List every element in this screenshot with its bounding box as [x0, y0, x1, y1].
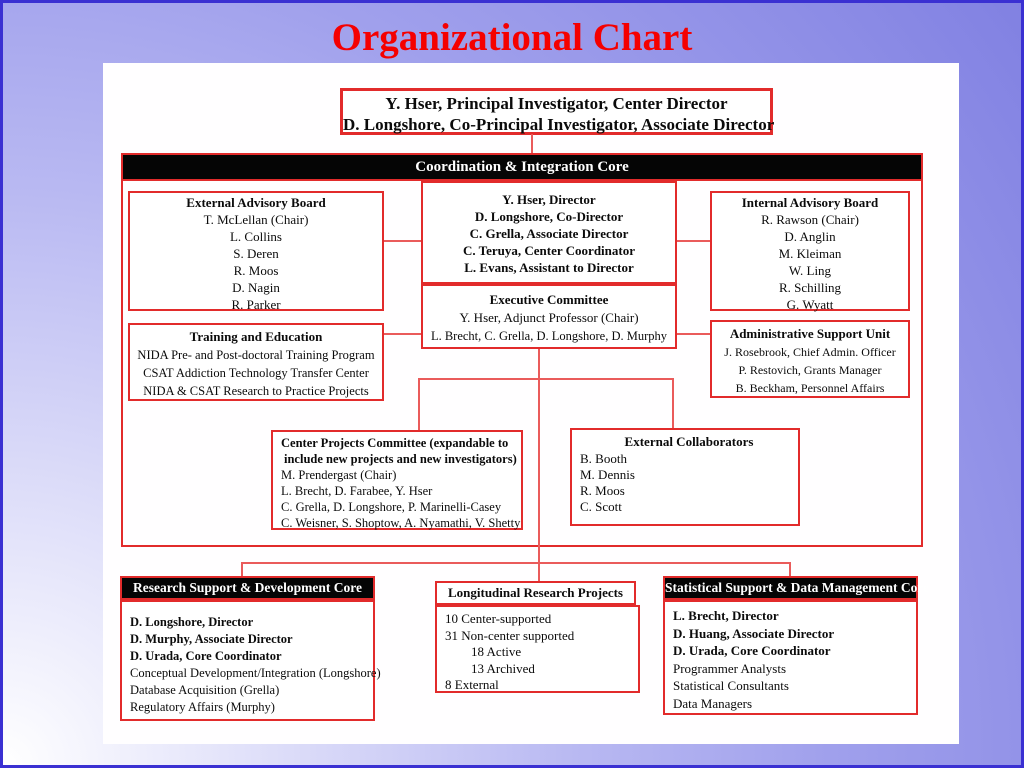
collaborator: C. Scott [580, 499, 622, 514]
member: T. McLellan (Chair) [203, 212, 309, 227]
staff-line: P. Restovich, Grants Manager [738, 363, 882, 377]
director-line: D. Longshore, Co-Director [474, 209, 624, 224]
longitudinal-box [435, 605, 640, 693]
member: M. Kleiman [778, 246, 842, 261]
core-function-line: Programmer Analysts [673, 660, 787, 676]
core-function-line: Database Acquisition (Grella) [130, 683, 280, 697]
box-title: External Collaborators [624, 434, 754, 449]
core-staff-line: D. Longshore, Director [130, 615, 254, 629]
member: R. Rawson (Chair) [761, 212, 859, 227]
core-staff-line: L. Brecht, Director [673, 608, 779, 623]
program-line: NIDA & CSAT Research to Practice Projects [143, 384, 369, 398]
core-staff-line: D. Urada, Core Coordinator [130, 649, 282, 663]
admin-support-box [710, 320, 910, 398]
member: G. Wyatt [786, 297, 834, 312]
director-line: L. Evans, Assistant to Director [464, 260, 634, 275]
center-projects-committee-box [271, 430, 523, 530]
coordination-core-header-bar: Coordination & Integration Core [121, 153, 923, 181]
member: R. Parker [231, 297, 281, 312]
connector-executive-down [538, 349, 540, 581]
longitudinal-header-box: Longitudinal Research Projects [435, 581, 636, 605]
committee-member-line: L. Brecht, D. Farabee, Y. Hser [281, 484, 433, 498]
connector-to-statistical-core [789, 562, 791, 576]
project-count-line: 13 Archived [471, 660, 535, 676]
core-function-line: Conceptual Development/Integration (Longshore) [130, 666, 381, 680]
committee-member-line: C. Grella, D. Longshore, P. Marinelli-Casey [281, 500, 502, 514]
connector-topbox-core [531, 134, 533, 154]
member: D. Nagin [232, 280, 280, 295]
committee-line: Y. Hser, Adjunct Professor (Chair) [459, 310, 639, 325]
program-line: NIDA Pre- and Post-doctoral Training Program [137, 348, 375, 362]
project-count-line: 18 Active [471, 644, 522, 659]
member: W. Ling [788, 263, 832, 278]
member: S. Deren [233, 246, 279, 261]
director-line: C. Teruya, Center Coordinator [462, 243, 635, 258]
project-count-line: 8 External [445, 677, 499, 692]
core-staff-line: D. Murphy, Associate Director [130, 632, 293, 646]
member: L. Collins [229, 229, 282, 244]
staff-line: J. Rosebrook, Chief Admin. Officer [724, 345, 896, 359]
box-title: Internal Advisory Board [741, 195, 879, 210]
box-title: Training and Education [189, 329, 323, 344]
member: R. Moos [233, 263, 279, 278]
core-staff-line: D. Urada, Core Coordinator [673, 643, 831, 658]
training-education-box [128, 323, 384, 401]
external-advisory-board-box [128, 191, 384, 311]
project-count-line: 31 Non-center supported [445, 627, 575, 643]
connector-director-internal [677, 240, 710, 242]
research-core-header-bar: Research Support & Development Core [120, 576, 375, 600]
box-title: Administrative Support Unit [729, 326, 891, 341]
pi-line: Y. Hser, Principal Investigator, Center Director [385, 94, 728, 113]
core-function-line: Statistical Consultants [673, 678, 789, 693]
collaborator: B. Booth [580, 451, 627, 466]
connector-bottom-branch [241, 562, 789, 564]
box-title: External Advisory Board [186, 195, 326, 210]
connector-to-collaborators [672, 378, 674, 428]
research-core-box [120, 600, 381, 721]
core-staff-line: D. Huang, Associate Director [673, 625, 835, 641]
core-function-line: Regulatory Affairs (Murphy) [130, 700, 275, 714]
program-line: CSAT Addiction Technology Transfer Center [143, 366, 369, 380]
box-title-2: include new projects and new investigators) [284, 452, 517, 466]
committee-member-line: C. Weisner, S. Shoptow, A. Nyamathi, V. Shetty [281, 516, 521, 530]
co-pi-line: D. Longshore, Co-Principal Investigator, Associate Director [343, 115, 775, 134]
connector-executive-admin [677, 333, 710, 335]
collaborator: R. Moos [580, 483, 625, 498]
committee-member-line: M. Prendergast (Chair) [281, 468, 397, 482]
connector-to-projects [418, 378, 420, 430]
internal-advisory-board-box [710, 191, 910, 311]
statistical-core-box [663, 600, 918, 715]
member: R. Schilling [778, 280, 842, 295]
connector-to-research-core [241, 562, 243, 576]
connector-external-director [384, 240, 421, 242]
principal-investigator-box [340, 88, 773, 135]
staff-line: B. Beckham, Personnel Affairs [735, 381, 885, 395]
director-line: C. Grella, Associate Director [469, 226, 629, 241]
director-line: Y. Hser, Director [502, 192, 596, 207]
member: D. Anglin [784, 229, 836, 244]
project-count-line: 10 Center-supported [445, 611, 552, 626]
connector-training-executive [384, 333, 421, 335]
connector-committee-branch [418, 378, 674, 380]
statistical-core-header-bar: Statistical Support & Data Management Core [663, 576, 918, 600]
external-collaborators-box [570, 428, 800, 526]
center-director-box [421, 181, 677, 284]
core-function-line: Data Managers [673, 695, 753, 711]
collaborator: M. Dennis [580, 467, 635, 482]
box-title: Center Projects Committee (expandable to [281, 436, 509, 450]
executive-committee-box [421, 284, 677, 349]
box-title: Executive Committee [489, 292, 609, 307]
page-title: Organizational Chart [331, 16, 693, 59]
committee-line: L. Brecht, C. Grella, D. Longshore, D. Murphy [430, 329, 668, 343]
